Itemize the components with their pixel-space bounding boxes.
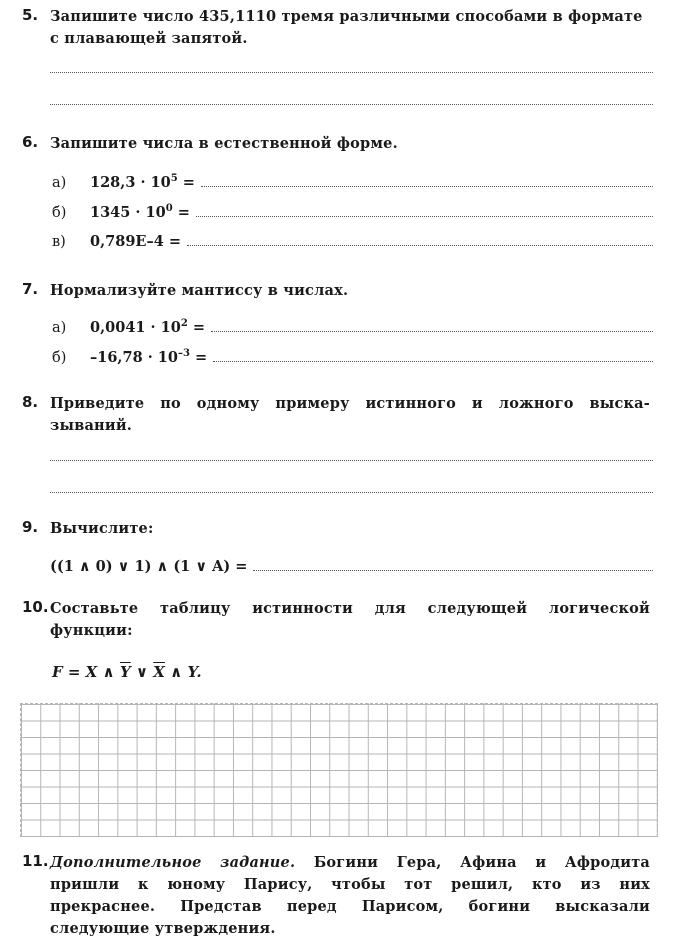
answer-line[interactable] <box>50 104 653 105</box>
task-8 <box>22 393 655 437</box>
answer-line[interactable] <box>50 492 653 493</box>
truth-table-grid[interactable] <box>20 703 658 837</box>
task-text: Составьте таблицу истинности для следующей логической функции: <box>50 600 650 639</box>
task-number: 7. <box>22 280 39 298</box>
task-7 <box>22 280 655 302</box>
task-9-expression-row <box>50 558 653 575</box>
item-expression: $0,0041 \cdot 10^2$ = <box>90 318 205 336</box>
logic-expression: ((1 ∧ 0) ∨ 1) ∧ (1 ∨ A) = <box>50 558 248 575</box>
answer-line[interactable] <box>213 361 653 362</box>
item-label: в) <box>52 234 66 250</box>
item-label: б) <box>52 349 67 366</box>
item-expression: $128,3 \cdot 10^5$ = <box>90 173 195 191</box>
task-number: 5. <box>22 6 39 24</box>
task-text: Вычислите: <box>50 520 154 537</box>
answer-line[interactable] <box>201 186 653 187</box>
answer-line[interactable] <box>253 570 653 571</box>
task-6 <box>22 133 655 155</box>
task-10 <box>22 598 655 642</box>
task-number: 8. <box>22 393 39 411</box>
task-9 <box>22 518 655 540</box>
task-11 <box>22 852 655 940</box>
task-7-item-b <box>52 348 653 366</box>
task-5 <box>22 6 655 50</box>
task-7-item-a <box>52 318 653 336</box>
task-text: Приведите по одному примеру истинного и ложного выска- зываний. <box>50 395 650 434</box>
answer-line[interactable] <box>196 216 653 217</box>
answer-line[interactable] <box>50 72 653 73</box>
item-label: а) <box>52 174 67 191</box>
task-text: Запишите числа в естественной форме. <box>50 135 398 152</box>
task-number: 9. <box>22 518 39 536</box>
task-text: Нормализуйте мантиссу в числах. <box>50 282 349 299</box>
item-expression: 0,789E–4 = <box>90 233 181 250</box>
task-6-item-a <box>52 173 653 191</box>
item-label: а) <box>52 319 67 336</box>
item-label: б) <box>52 204 67 221</box>
answer-line[interactable] <box>50 460 653 461</box>
logic-function: F = X ∧ $\overline{Y}$ ∨ $\overline{X}$ ∧ Y. <box>52 663 202 681</box>
task-text: Запишите число 435,1110 тремя различными способами в формате с плавающей запятой. <box>50 8 643 47</box>
answer-line[interactable] <box>187 245 653 246</box>
task-number: 10. <box>22 598 49 616</box>
task-number: 6. <box>22 133 39 151</box>
item-expression: $-16,78 \cdot 10^{-3}$ = <box>90 348 208 366</box>
task-6-item-b <box>52 203 653 221</box>
task-number: 11. <box>22 852 49 870</box>
task-6-item-c <box>52 233 653 250</box>
answer-line[interactable] <box>211 331 653 332</box>
task-text: Дополнительное задание. Богини Гера, Афина и Афродита пришли к юному Парису, чтобы тот решил, кто из них прекраснее. Представ перед Парисом, богини высказали следующие утверждения. <box>50 854 650 937</box>
item-expression: $1345 \cdot 10^0$ = <box>90 203 190 221</box>
